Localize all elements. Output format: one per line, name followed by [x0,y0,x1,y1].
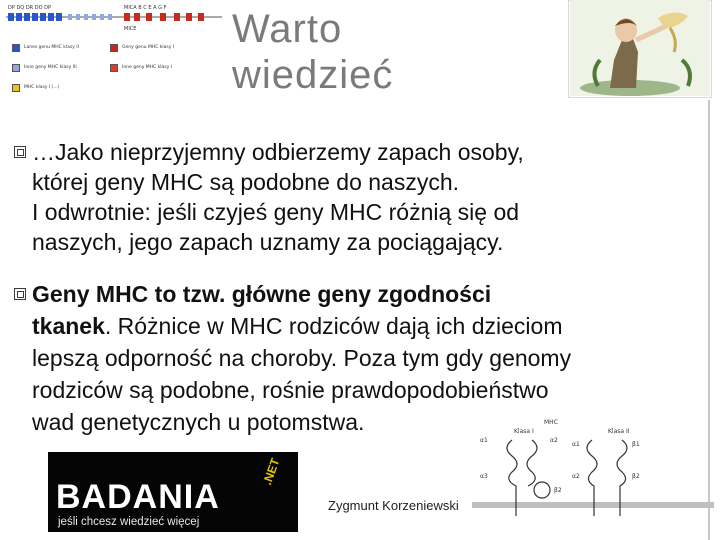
legend-label-2: Geny genu MHC klasy I [122,45,175,50]
bullet-square-icon [14,146,26,158]
bullet-2-line-2 [32,312,562,342]
mhc-class1-label: Klasa I [514,428,534,435]
mhc-class2-label: Klasa II [608,428,630,435]
bullet-2-term: tkanek [32,313,105,339]
legend-swatch-3 [12,64,20,72]
bullet-1-line-4: naszych, jego zapach uznamy za pociągający. [32,229,504,255]
legend-label-1: Lanes genu MHC klasy II [24,45,79,50]
bullet-1-line-1: …Jako nieprzyjemny odbierzemy zapach osoby, [32,139,524,165]
cartoon-svg [570,0,710,96]
svg-text:α3: α3 [480,473,488,480]
bullet-1 [10,138,710,262]
bullet-1-line-3: I odwrotnie: jeśli czyjeś geny MHC różnią się od [32,199,520,225]
gene-map-label-bottom: MICE [124,26,137,32]
logo-net: .NET [260,456,283,487]
svg-text:α1: α1 [572,441,580,448]
cartoon-illustration [570,0,710,96]
legend-label-3: Inne geny MHC klasy III [24,65,77,70]
legend-label-4: Inne geny MHC klasy I [122,65,173,70]
bullet-2-line-1: Geny MHC to tzw. główne geny zgodności [32,281,492,307]
bullet-2-line-2-rest: . Różnice w MHC rodziców dają ich dzieciom [104,313,563,339]
svg-text:α2: α2 [550,437,558,444]
logo-word: BADANIA [56,478,220,516]
legend-swatch-1 [12,44,20,52]
slide-title-line2: wiedzieć [232,53,394,97]
membrane [472,502,714,508]
bullet-2-line-3: lepszą odporność na choroby. Poza tym gdy genomy [32,345,572,371]
mhc-header: MHC [544,419,558,426]
bullet-2-line-5: wad genetycznych u potomstwa. [32,409,365,435]
slide-title-line1: Warto [232,7,343,51]
bullet-square-icon [14,288,26,300]
gene-map-loci-left: DP DQ DR DO DP [8,5,51,11]
svg-text:β1: β1 [632,441,640,448]
svg-text:α1: α1 [480,437,488,444]
legend-swatch-2 [110,44,118,52]
legend-swatch-4 [110,64,118,72]
logo-slogan: jeśli chcesz wiedzieć więcej [58,516,200,528]
legend-swatch-5 [12,84,20,92]
svg-text:α2: α2 [572,473,580,480]
author-name: Zygmunt Korzeniewski [328,498,459,513]
slide-title [232,6,462,98]
mhc-diagram-svg [472,416,714,540]
gene-map-loci-right: MICA B C E A G F [124,5,167,11]
gene-map-image [0,0,228,100]
svg-text:β2: β2 [632,473,640,480]
mhc-molecule-diagram [472,416,714,540]
bullet-2-line-4: rodziców są podobne, rośnie prawdopodobieństwo [32,377,549,403]
svg-text:β2: β2 [554,487,562,494]
badania-logo [48,452,298,532]
legend-label-5: MHC klasy I (...) [24,85,60,90]
bullet-1-line-2: której geny MHC są podobne do naszych. [32,169,460,195]
